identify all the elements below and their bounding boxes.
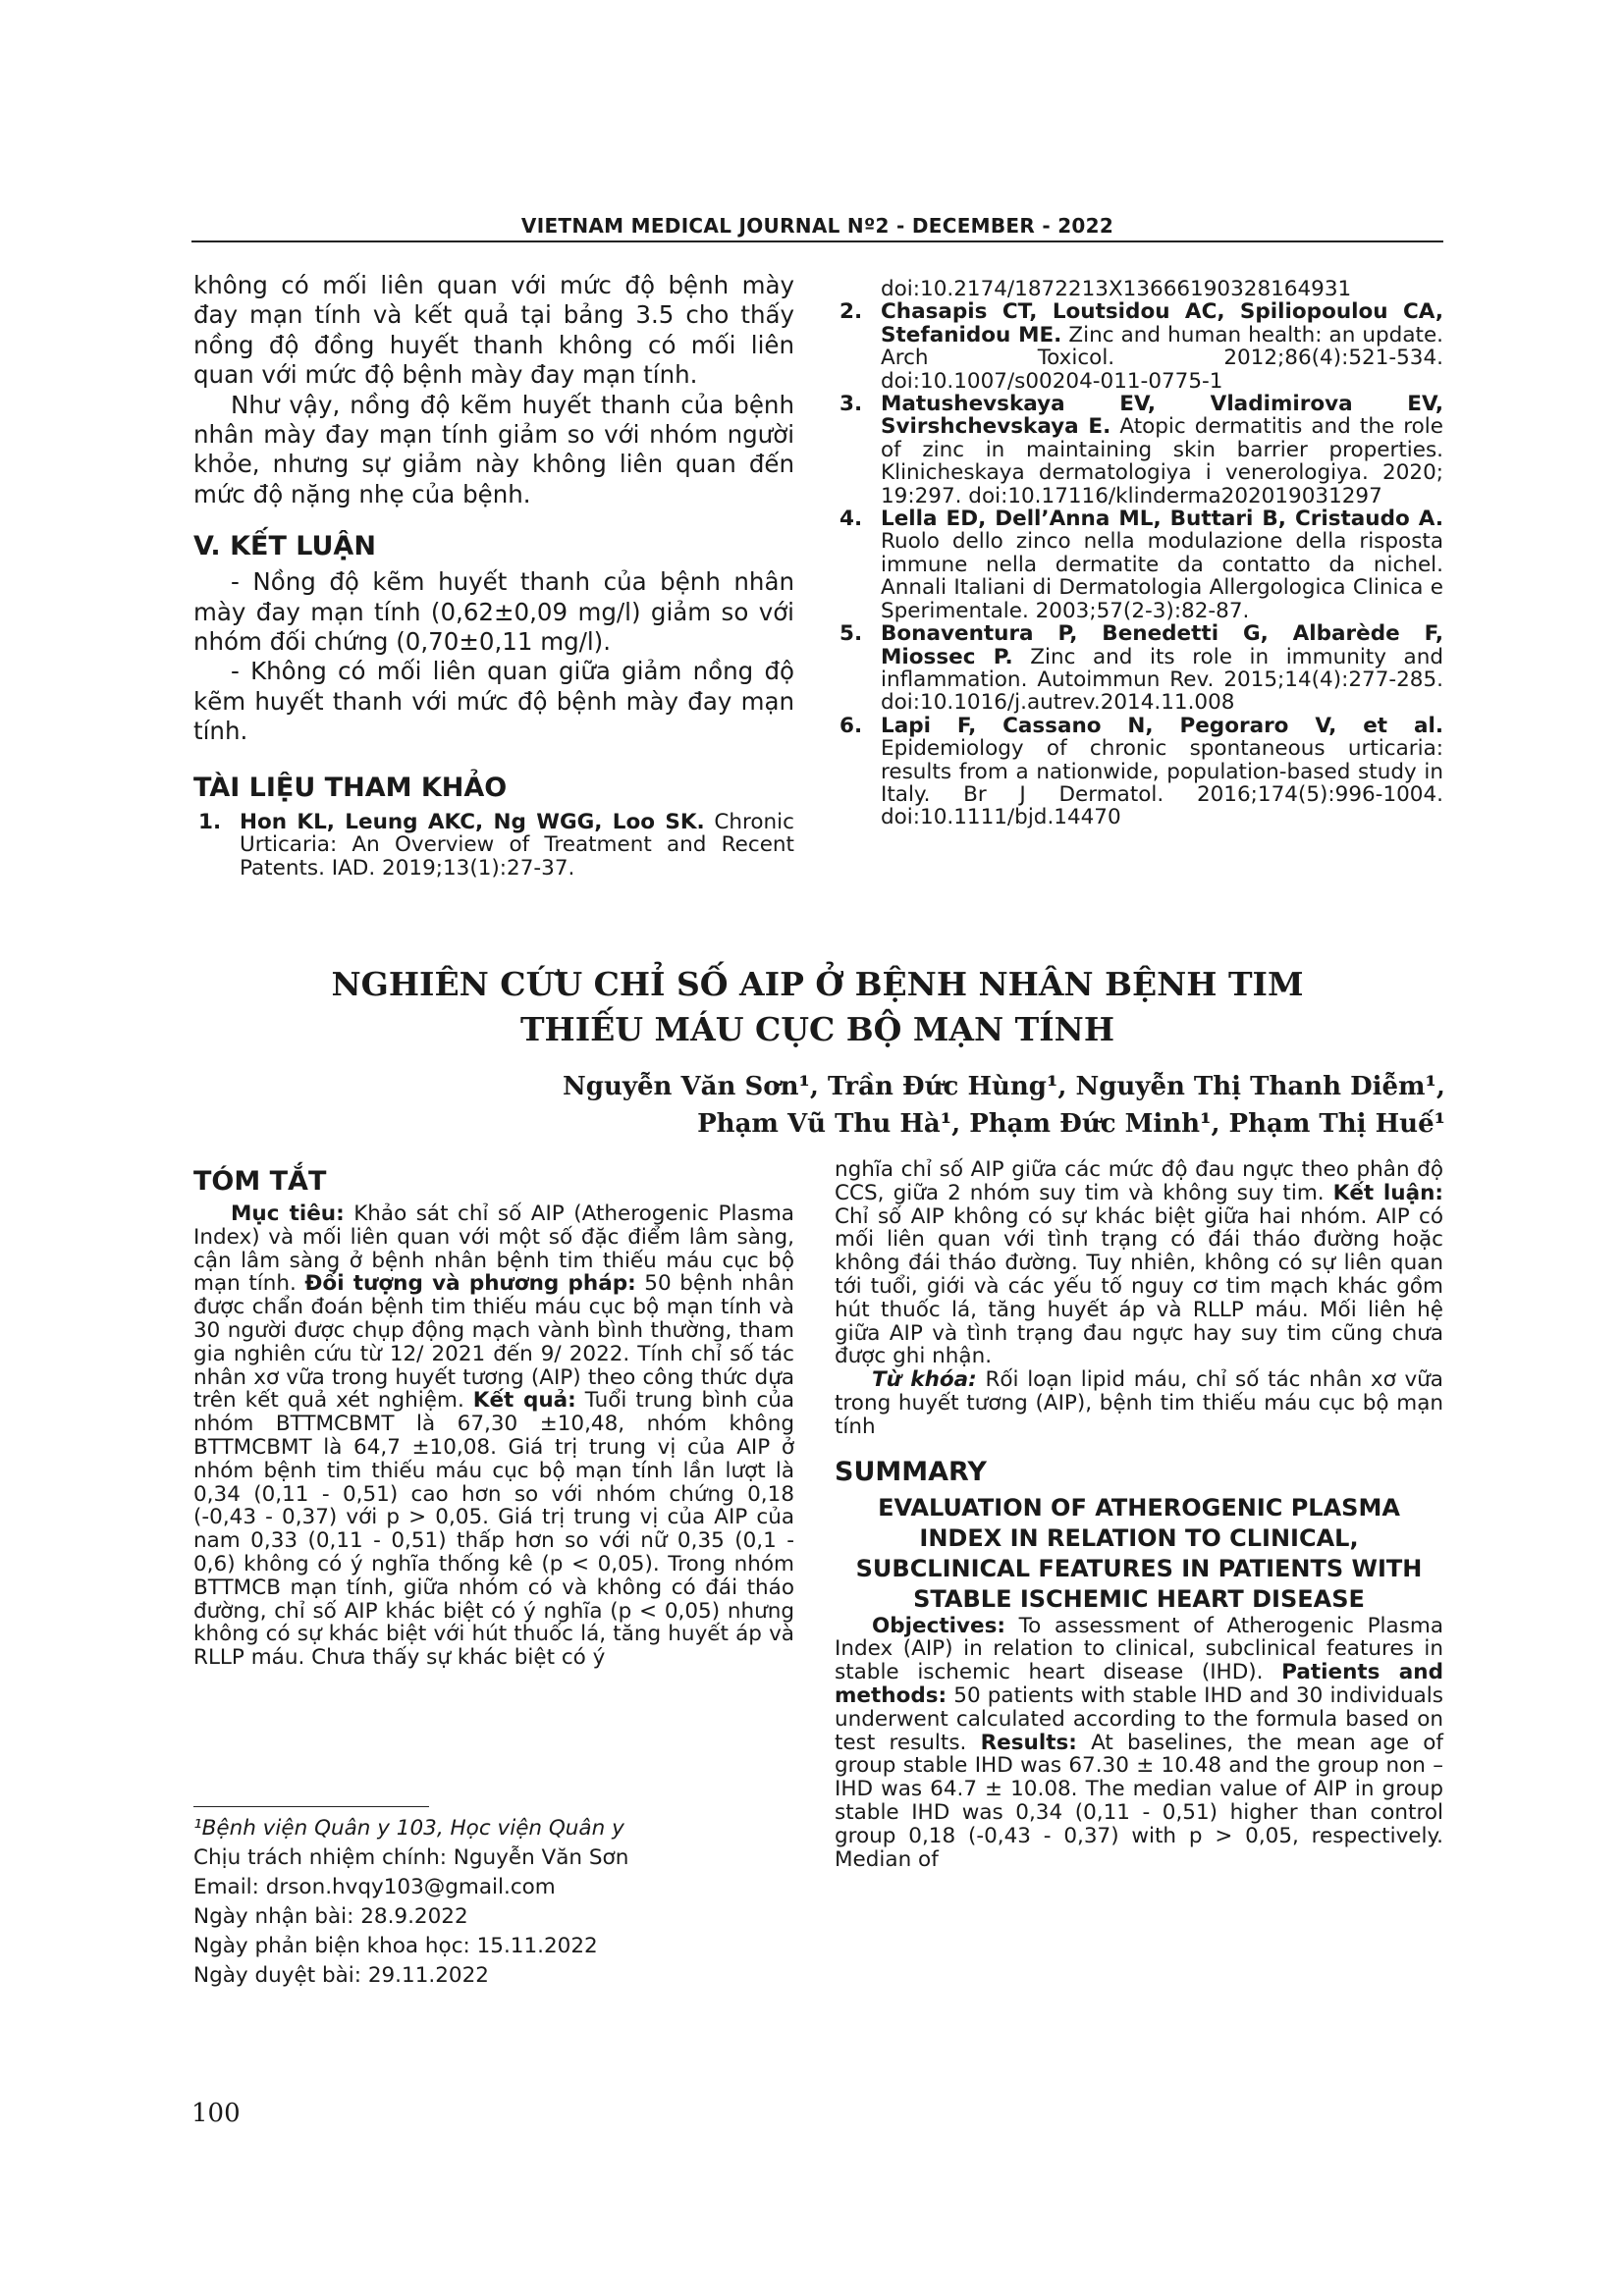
keywords bbox=[835, 1368, 1443, 1438]
reference-3 bbox=[835, 393, 1443, 507]
paragraph-summary: Như vậy, nồng độ kẽm huyết thanh của bệnh nhân mày đay mạn tính giảm so với nhóm người khỏe, nhưng sự giảm này không liên quan đến mức độ nặng nhẹ của bệnh. bbox=[193, 390, 794, 508]
objectives-text: To assessment of Atherogenic Plasma Index (AIP) in relation to clinical, subclinical features in stable ischemic heart disease (IHD). bbox=[835, 1613, 1443, 1685]
author-list bbox=[563, 1068, 1445, 1143]
results-text-continued: nghĩa chỉ số AIP giữa các mức độ đau ngực theo phân độ CCS, giữa 2 nhóm suy tim và không suy tim. bbox=[835, 1157, 1443, 1205]
reference-authors: Bonaventura P, Benedetti G, Albarède F, Miossec P. bbox=[881, 621, 1443, 669]
header-rule bbox=[191, 240, 1443, 242]
page-number: 100 bbox=[191, 2099, 241, 2128]
article-title bbox=[191, 962, 1443, 1052]
email: Email: drson.hvqy103@gmail.com bbox=[193, 1875, 556, 1899]
conclusion-text: Chỉ số AIP không có sự khác biệt giữa hai nhóm. AIP có mối liên quan với tình trạng có đái tháo đường hoặc không đái tháo đường. Tuy nhiên, không có sự liên quan tới tuổi, giới và các yếu tố nguy cơ tim mạch khác gồm hút thuốc lá, tăng huyết áp và RLLP máu. Mối liên hệ giữa AIP và tình trạng đau ngực hay suy tim cũng chưa được ghi nhận. bbox=[835, 1203, 1443, 1369]
results-text: Tuổi trung bình của nhóm BTTMCBMT là 67,30 ±10,48, nhóm không BTTMCBMT là 64,7 ±10,08. Giá trị trung vị của AIP ở nhóm bệnh tim thiếu máu cục bộ mạn tính lần lượt là 0,34 (0,11 - 0,51) cao hơn so với nhóm chứng 0,18 (-0,43 - 0,37) với p > 0,05. Giá trị trung vị của AIP của nam 0,33 (0,11 - 0,51) thấp hơn so với nữ 0,35 (0,1 - 0,6) không có ý nghĩa thống kê (p < 0,05). Trong nhóm BTTMCB mạn tính, giữa nhóm có và không có đái tháo đường, chỉ số AIP khác biệt có ý nghĩa (p < 0,05) nhưng không có sự khác biệt với hút thuốc lá, tăng huyết áp và RLLP máu. Chưa thấy sự khác biệt có ý bbox=[193, 1388, 795, 1671]
reference-1-doi bbox=[835, 278, 1443, 300]
objective-text: Khảo sát chỉ số AIP (Atherogenic Plasma Index) và mối liên quan với một số đặc điểm lâm sàng, cận lâm sàng ở bệnh nhân bệnh tim thiếu máu cục bộ mạn tính. bbox=[193, 1201, 794, 1297]
reference-1 bbox=[193, 811, 794, 880]
summary-title: EVALUATION OF ATHEROGENIC PLASMA INDEX IN RELATION TO CLINICAL, SUBCLINICAL FEATURES IN PATIENTS WITH STABLE ISCHEMIC HEART DISEASE bbox=[855, 1493, 1423, 1613]
objectives-label: Objectives: bbox=[872, 1613, 1006, 1638]
methods-text: 50 bệnh nhân được chẩn đoán bệnh tim thiếu máu cục bộ mạn tính và 30 người được chụp động mạch vành bình thường, tham gia nghiên cứu từ 12/ 2021 đến 9/ 2022. Tính chỉ số tác nhân xơ vữa trong huyết tương (AIP) theo công thức dựa trên kết quả xét nghiệm. bbox=[193, 1271, 794, 1414]
conclusion-label: Kết luận: bbox=[1332, 1180, 1443, 1205]
reference-authors: Chasapis CT, Loutsidou AC, Spiliopoulou CA, Stefanidou ME. bbox=[881, 299, 1443, 347]
reference-2 bbox=[835, 300, 1443, 393]
conclusion-heading: V. KẾT LUẬN bbox=[193, 531, 376, 562]
review-date: Ngày phản biện khoa học: 15.11.2022 bbox=[193, 1934, 598, 1958]
abstract-body bbox=[193, 1202, 794, 1670]
received-date: Ngày nhận bài: 28.9.2022 bbox=[193, 1904, 468, 1929]
paragraph-continued: không có mối liên quan với mức độ bệnh mày đay mạn tính và kết quả tại bảng 3.5 cho thấy nồng độ đồng huyết thanh không có mối liên quan với mức độ bệnh mày đay mạn tính. bbox=[193, 271, 794, 390]
reference-text: Epidemiology of chronic spontaneous urticaria: results from a nationwide, population-based study in Italy. Br J Dermatol. 2016;174(5):996-1004. doi:10.1111/bjd.14470 bbox=[881, 736, 1443, 830]
abstract-continued bbox=[835, 1158, 1443, 1368]
summary-results-label: Results: bbox=[980, 1730, 1077, 1755]
patients-methods-text: 50 patients with stable IHD and 30 individuals underwent calculated according to the formula based on test results. bbox=[835, 1682, 1443, 1755]
reference-text: Ruolo dello zinco nella modulazione della risposta immune nella dermatite da contatto da nichel. Annali Italiani di Dermatologia Allergologica Clinica e Sperimentale. 2003;57(2-3):82-87. bbox=[881, 529, 1443, 623]
reference-text: Chronic Urticaria: An Overview of Treatment and Recent Patents. IAD. 2019;13(1):27-37. bbox=[240, 809, 794, 881]
reference-number: 4. bbox=[839, 507, 863, 532]
keywords-text: Rối loạn lipid máu, chỉ số tác nhân xơ vữa trong huyết tương (AIP), bệnh tim thiếu máu cục bộ mạn tính bbox=[835, 1367, 1443, 1439]
reference-authors: Lella ED, Dell’Anna ML, Buttari B, Cristaudo A. bbox=[881, 507, 1443, 532]
reference-authors: Matushevskaya EV, Vladimirova EV, Svirshchevskaya E. bbox=[881, 392, 1443, 440]
objective-label: Mục tiêu: bbox=[231, 1201, 345, 1226]
references-heading: TÀI LIỆU THAM KHẢO bbox=[193, 772, 508, 803]
journal-header: VIETNAM MEDICAL JOURNAL Nº2 - DECEMBER - 2022 bbox=[520, 214, 1114, 238]
summary-heading: SUMMARY bbox=[835, 1456, 987, 1487]
affiliation: ¹Bệnh viện Quân y 103, Học viện Quân y bbox=[193, 1816, 624, 1841]
conclusion-item-1: - Nồng độ kẽm huyết thanh của bệnh nhân mày đay mạn tính (0,62±0,09 mg/l) giảm so với nhóm đối chứng (0,70±0,11 mg/l). bbox=[193, 567, 794, 657]
reference-4 bbox=[835, 507, 1443, 622]
article-title-line-2: THIẾU MÁU CỤC BỘ MẠN TÍNH bbox=[519, 1010, 1115, 1048]
results-label: Kết quả: bbox=[472, 1388, 576, 1414]
abstract-heading: TÓM TẮT bbox=[193, 1166, 327, 1197]
summary-body bbox=[835, 1615, 1443, 1872]
reference-number: 1. bbox=[198, 809, 222, 834]
summary-results-text: At baselines, the mean age of group stable IHD was 67.30 ± 10.48 and the group non – IHD was 64.7 ± 10.08. The median value of AIP in group stable IHD was 0,34 (0,11 - 0,51) higher than control group 0,18 (-0,43 - 0,37) with p > 0,05, respectively. Median of bbox=[835, 1730, 1443, 1872]
methods-label: Đối tượng và phương pháp: bbox=[304, 1271, 636, 1297]
accepted-date: Ngày duyệt bài: 29.11.2022 bbox=[193, 1963, 489, 1988]
reference-doi: doi:10.2174/1872213X13666190328164931 bbox=[881, 277, 1352, 301]
reference-number: 2. bbox=[839, 299, 863, 325]
conclusion-item-2: - Không có mối liên quan giữa giảm nồng độ kẽm huyết thanh với mức độ bệnh mày đay mạn tính. bbox=[193, 657, 794, 746]
reference-number: 5. bbox=[839, 621, 863, 647]
reference-text: Atopic dermatitis and the role of zinc in maintaining skin barrier properties. Klinicheskaya dermatologiya i venerologiya. 2020; 19:297. doi:10.17116/klinderma202019031297 bbox=[881, 414, 1443, 508]
reference-authors: Hon KL, Leung AKC, Ng WGG, Loo SK. bbox=[240, 809, 705, 834]
footnote-rule bbox=[193, 1806, 429, 1807]
reference-6 bbox=[835, 715, 1443, 829]
responsible-author: Chịu trách nhiệm chính: Nguyễn Văn Sơn bbox=[193, 1845, 629, 1870]
article-title-line-1: NGHIÊN CỨU CHỈ SỐ AIP Ở BỆNH NHÂN BỆNH TIM bbox=[331, 965, 1304, 1003]
reference-5 bbox=[835, 622, 1443, 715]
footnote bbox=[193, 1814, 794, 1991]
left-column-top bbox=[193, 271, 794, 880]
reference-text: Zinc and its role in immunity and inflammation. Autoimmun Rev. 2015;14(4):277-285. doi:10.1016/j.autrev.2014.11.008 bbox=[881, 644, 1443, 716]
abstract-right bbox=[835, 1158, 1443, 1871]
abstract-left bbox=[193, 1166, 794, 1670]
reference-text: Zinc and human health: an update. Arch Toxicol. 2012;86(4):521-534. doi:10.1007/s00204-011-0775-1 bbox=[881, 322, 1444, 394]
reference-authors: Lapi F, Cassano N, Pegoraro V, et al. bbox=[881, 713, 1443, 738]
author-line-2: Phạm Vũ Thu Hà¹, Phạm Đức Minh¹, Phạm Thị Huế¹ bbox=[697, 1109, 1445, 1139]
right-column-references bbox=[835, 278, 1443, 829]
reference-number: 3. bbox=[839, 392, 863, 417]
patients-methods-label: Patients and methods: bbox=[835, 1660, 1443, 1708]
reference-number: 6. bbox=[839, 713, 863, 738]
author-line-1: Nguyễn Văn Sơn¹, Trần Đức Hùng¹, Nguyễn Thị Thanh Diễm¹, bbox=[563, 1072, 1445, 1101]
keywords-label: Từ khóa: bbox=[872, 1367, 977, 1393]
